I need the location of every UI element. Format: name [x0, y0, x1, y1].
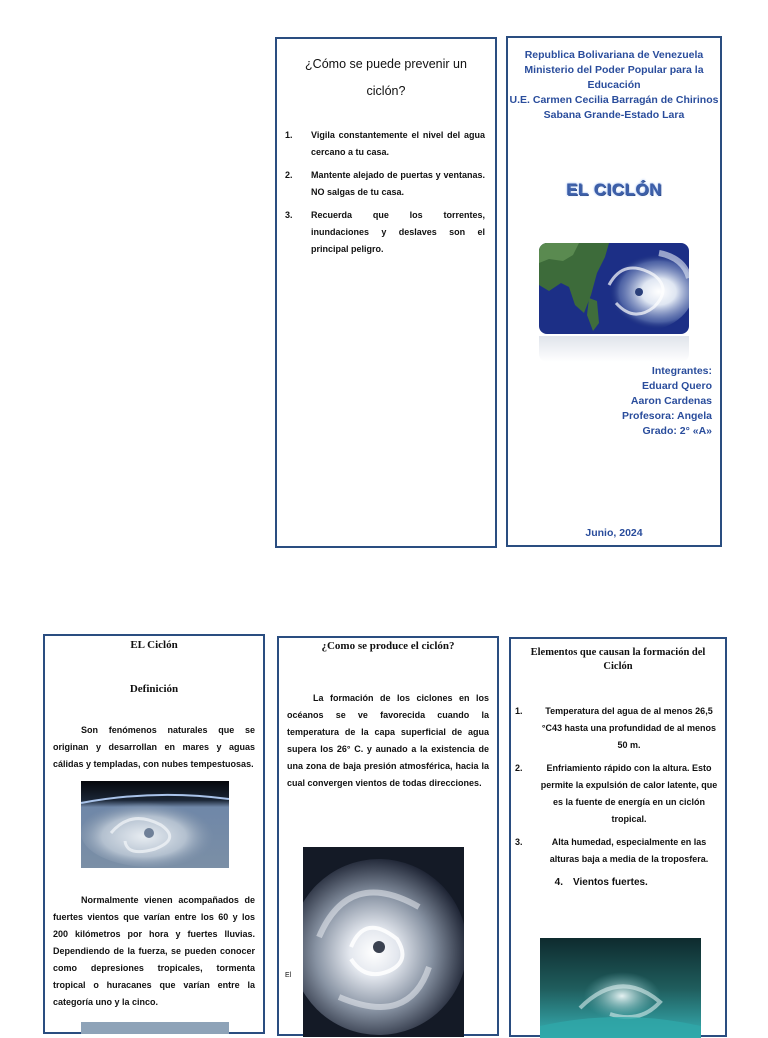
members-block — [622, 364, 712, 439]
members-line: Eduard Quero — [641, 380, 712, 392]
school-header — [508, 48, 720, 123]
stray-text: El — [285, 972, 292, 979]
hurricane-satellite-image — [539, 243, 689, 334]
prevention-panel — [275, 37, 497, 548]
list-item — [285, 167, 485, 201]
list-item — [515, 874, 719, 891]
list-item — [515, 703, 719, 754]
item-text: Enfriamiento rápido con la altura. Esto permite la expulsión de calor latente, que es la fuente de energía en un ciclón tropical. — [540, 763, 718, 824]
members-line: Aaron Cardenas — [630, 395, 712, 407]
prevention-list — [285, 127, 485, 264]
definition-subheading: Definición — [129, 683, 179, 695]
members-line: Integrantes: — [651, 365, 712, 377]
elements-list — [515, 703, 719, 897]
definition-paragraph: Son fenómenos naturales que se originan y desarrollan en mares y aguas cálidas y templadas, con nubes tempestuosas. — [53, 725, 255, 769]
elements-panel — [509, 637, 727, 1037]
item-text: Alta humedad, especialmente en las alturas baja a media de la troposfera. — [549, 837, 709, 864]
header-line: Ministerio del Poder Popular para la — [524, 64, 704, 76]
cover-date: Junio, 2024 — [585, 527, 643, 539]
definition-panel — [43, 634, 265, 1034]
item-number: 2. — [285, 170, 293, 180]
item-text: Recuerda que los torrentes, inundaciones y deslaves son el principal peligro. — [311, 210, 485, 254]
members-line: Profesora: Angela — [621, 410, 712, 422]
earth-clouds-image — [81, 781, 229, 868]
list-item — [515, 834, 719, 868]
definition-paragraph: Normalmente vienen acompañados de fuertes vientos que varían entre los 60 y los 200 kilómetros por hora y fuertes lluvias. Dependiendo de la fuerza, se pueden conocer como depresiones tropicales, tormenta tropical o huracanes que varían entre la categoría uno y la cinco. — [53, 895, 255, 1007]
cover-title: EL CICLÓN — [566, 180, 662, 199]
item-number: 3. — [285, 210, 293, 220]
item-number: 1. — [285, 130, 293, 140]
header-line: Sabana Grande-Estado Lara — [543, 109, 685, 121]
prevention-title: ¿Cómo se puede prevenir un ciclón? — [305, 57, 467, 98]
header-line: Educación — [587, 79, 641, 91]
list-item — [285, 127, 485, 161]
item-number: 3. — [515, 837, 523, 847]
item-number: 1. — [515, 706, 523, 716]
item-text: Temperatura del agua de al menos 26,5 °C43 hasta una profundidad de al menos 50 m. — [541, 706, 717, 750]
image-reflection — [539, 336, 689, 362]
formation-heading: ¿Como se produce el ciclón? — [321, 640, 455, 652]
formation-paragraph: La formación de los ciclones en los océanos se ve favorecida cuando la temperatura de la capa superficial de agua supera los 26° C. y aunado a la existencia de una zona de baja presión atmosférica, hacia la cual convergen vientos de todas direcciones. — [287, 693, 489, 788]
list-item — [285, 207, 485, 258]
definition-heading: EL Ciclón — [130, 639, 178, 651]
cover-panel — [506, 36, 722, 547]
members-line: Grado: 2° «A» — [642, 425, 712, 437]
item-text: Vigila constantemente el nivel del agua cercano a tu casa. — [311, 130, 485, 157]
item-text: Mantente alejado de puertas y ventanas. NO salgas de tu casa. — [311, 170, 485, 197]
header-line: U.E. Carmen Cecilia Barragán de Chirinos — [509, 94, 719, 106]
elements-heading: Elementos que causan la formación del Ciclón — [530, 647, 706, 672]
list-item — [515, 760, 719, 828]
header-line: Republica Bolivariana de Venezuela — [524, 49, 704, 61]
item-text: Vientos fuertes. — [573, 877, 648, 888]
item-number: 2. — [515, 763, 523, 773]
formation-panel — [277, 636, 499, 1036]
item-number: 4. — [554, 877, 563, 888]
storm-clouds-image — [540, 938, 701, 1038]
hurricane-image — [303, 847, 464, 1037]
